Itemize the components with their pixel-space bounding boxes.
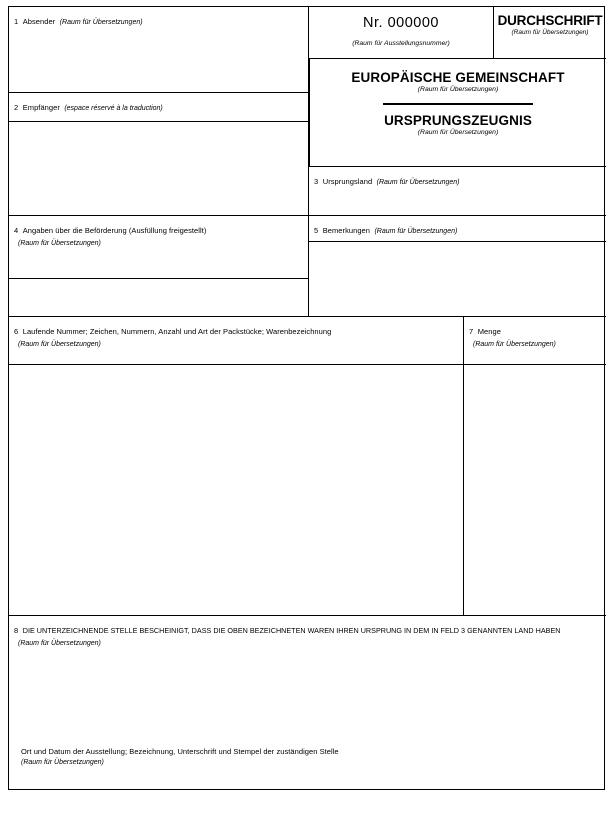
field-8-label: DIE UNTERZEICHNENDE STELLE BESCHEINIGT, DASS DIE OBEN BEZEICHNETEN WAREN IHREN URSPRUNG IN DEM IN FELD 3 GENANNTEN LAND HABEN (22, 626, 561, 635)
field-5-number: 5 (314, 226, 319, 235)
field-7-quantity[interactable] (464, 317, 606, 616)
certificate-of-origin-form (8, 6, 605, 790)
issue-number-value: Nr. 000000 (363, 15, 439, 31)
field-8-note: (Raum für Übersetzungen) (18, 639, 101, 647)
field-4-note: (Raum für Übersetzungen) (18, 239, 101, 247)
field-7-header (464, 317, 606, 349)
field-1-note: (Raum für Übersetzungen) (59, 19, 143, 26)
field-4-label: Angaben über die Beförderung (Ausfüllung freigestellt) (22, 226, 207, 235)
field-3-note: (Raum für Übersetzungen) (376, 179, 460, 186)
community-title: EUROPÄISCHE GEMEINSCHAFT (351, 70, 565, 85)
issue-number-box[interactable] (309, 7, 494, 59)
title-divider (383, 103, 533, 105)
field-3-label: Ursprungsland (322, 177, 373, 186)
field-5-header (309, 216, 606, 240)
field-7-note: (Raum für Übersetzungen) (473, 340, 556, 348)
document-subtitle: URSPRUNGSZEUGNIS (384, 113, 532, 128)
field-5-remarks[interactable] (309, 216, 606, 317)
field-8-certification[interactable] (9, 616, 606, 791)
field-1-number: 1 (14, 17, 19, 26)
signature-label: Ort und Datum der Ausstellung; Bezeichnung, Unterschrift und Stempel der zuständigen Stelle (21, 747, 339, 756)
field-4-rule (9, 278, 309, 279)
field-5-rule (309, 241, 606, 242)
field-4-header (9, 216, 308, 248)
field-2-number: 2 (14, 103, 19, 112)
field-8-header (9, 616, 606, 648)
field-5-label: Bemerkungen (322, 226, 370, 235)
copy-designation-box (494, 7, 606, 59)
field-7-label: Menge (477, 327, 501, 336)
issue-number-note: (Raum für Ausstellungsnummer) (352, 40, 450, 47)
field-7-rule (464, 364, 606, 365)
field-3-country-of-origin[interactable] (309, 167, 606, 216)
field-8-number: 8 (14, 626, 19, 635)
field-3-number: 3 (314, 177, 319, 186)
field-1-header (9, 7, 308, 31)
field-2-rule (9, 121, 309, 122)
field-6-rule (9, 364, 464, 365)
field-7-number: 7 (469, 327, 474, 336)
document-subtitle-note: (Raum für Übersetzungen) (417, 129, 499, 136)
field-3-header (309, 167, 606, 191)
field-2-header (9, 93, 308, 117)
field-2-label: Empfänger (22, 103, 60, 112)
field-6-label: Laufende Nummer; Zeichen, Nummern, Anzahl und Art der Packstücke; Warenbezeichnung (22, 327, 332, 336)
field-1-consignor[interactable] (9, 7, 309, 93)
field-4-transport-details[interactable] (9, 216, 309, 317)
community-title-note: (Raum für Übersetzungen) (417, 86, 499, 93)
signature-block[interactable] (9, 741, 606, 767)
field-4-number: 4 (14, 226, 19, 235)
title-box (309, 59, 606, 167)
field-2-consignee[interactable] (9, 93, 309, 216)
field-6-note: (Raum für Übersetzungen) (18, 340, 101, 348)
field-1-label: Absender (22, 17, 56, 26)
field-6-number: 6 (14, 327, 19, 336)
field-5-note: (Raum für Übersetzungen) (374, 228, 458, 235)
copy-note: (Raum für Übersetzungen) (511, 29, 589, 36)
field-6-goods-description[interactable] (9, 317, 464, 616)
field-2-note: (espace réservé à la traduction) (64, 105, 163, 112)
copy-label: DURCHSCHRIFT (497, 13, 603, 28)
signature-note: (Raum für Übersetzungen) (21, 759, 104, 766)
field-6-header (9, 317, 463, 349)
